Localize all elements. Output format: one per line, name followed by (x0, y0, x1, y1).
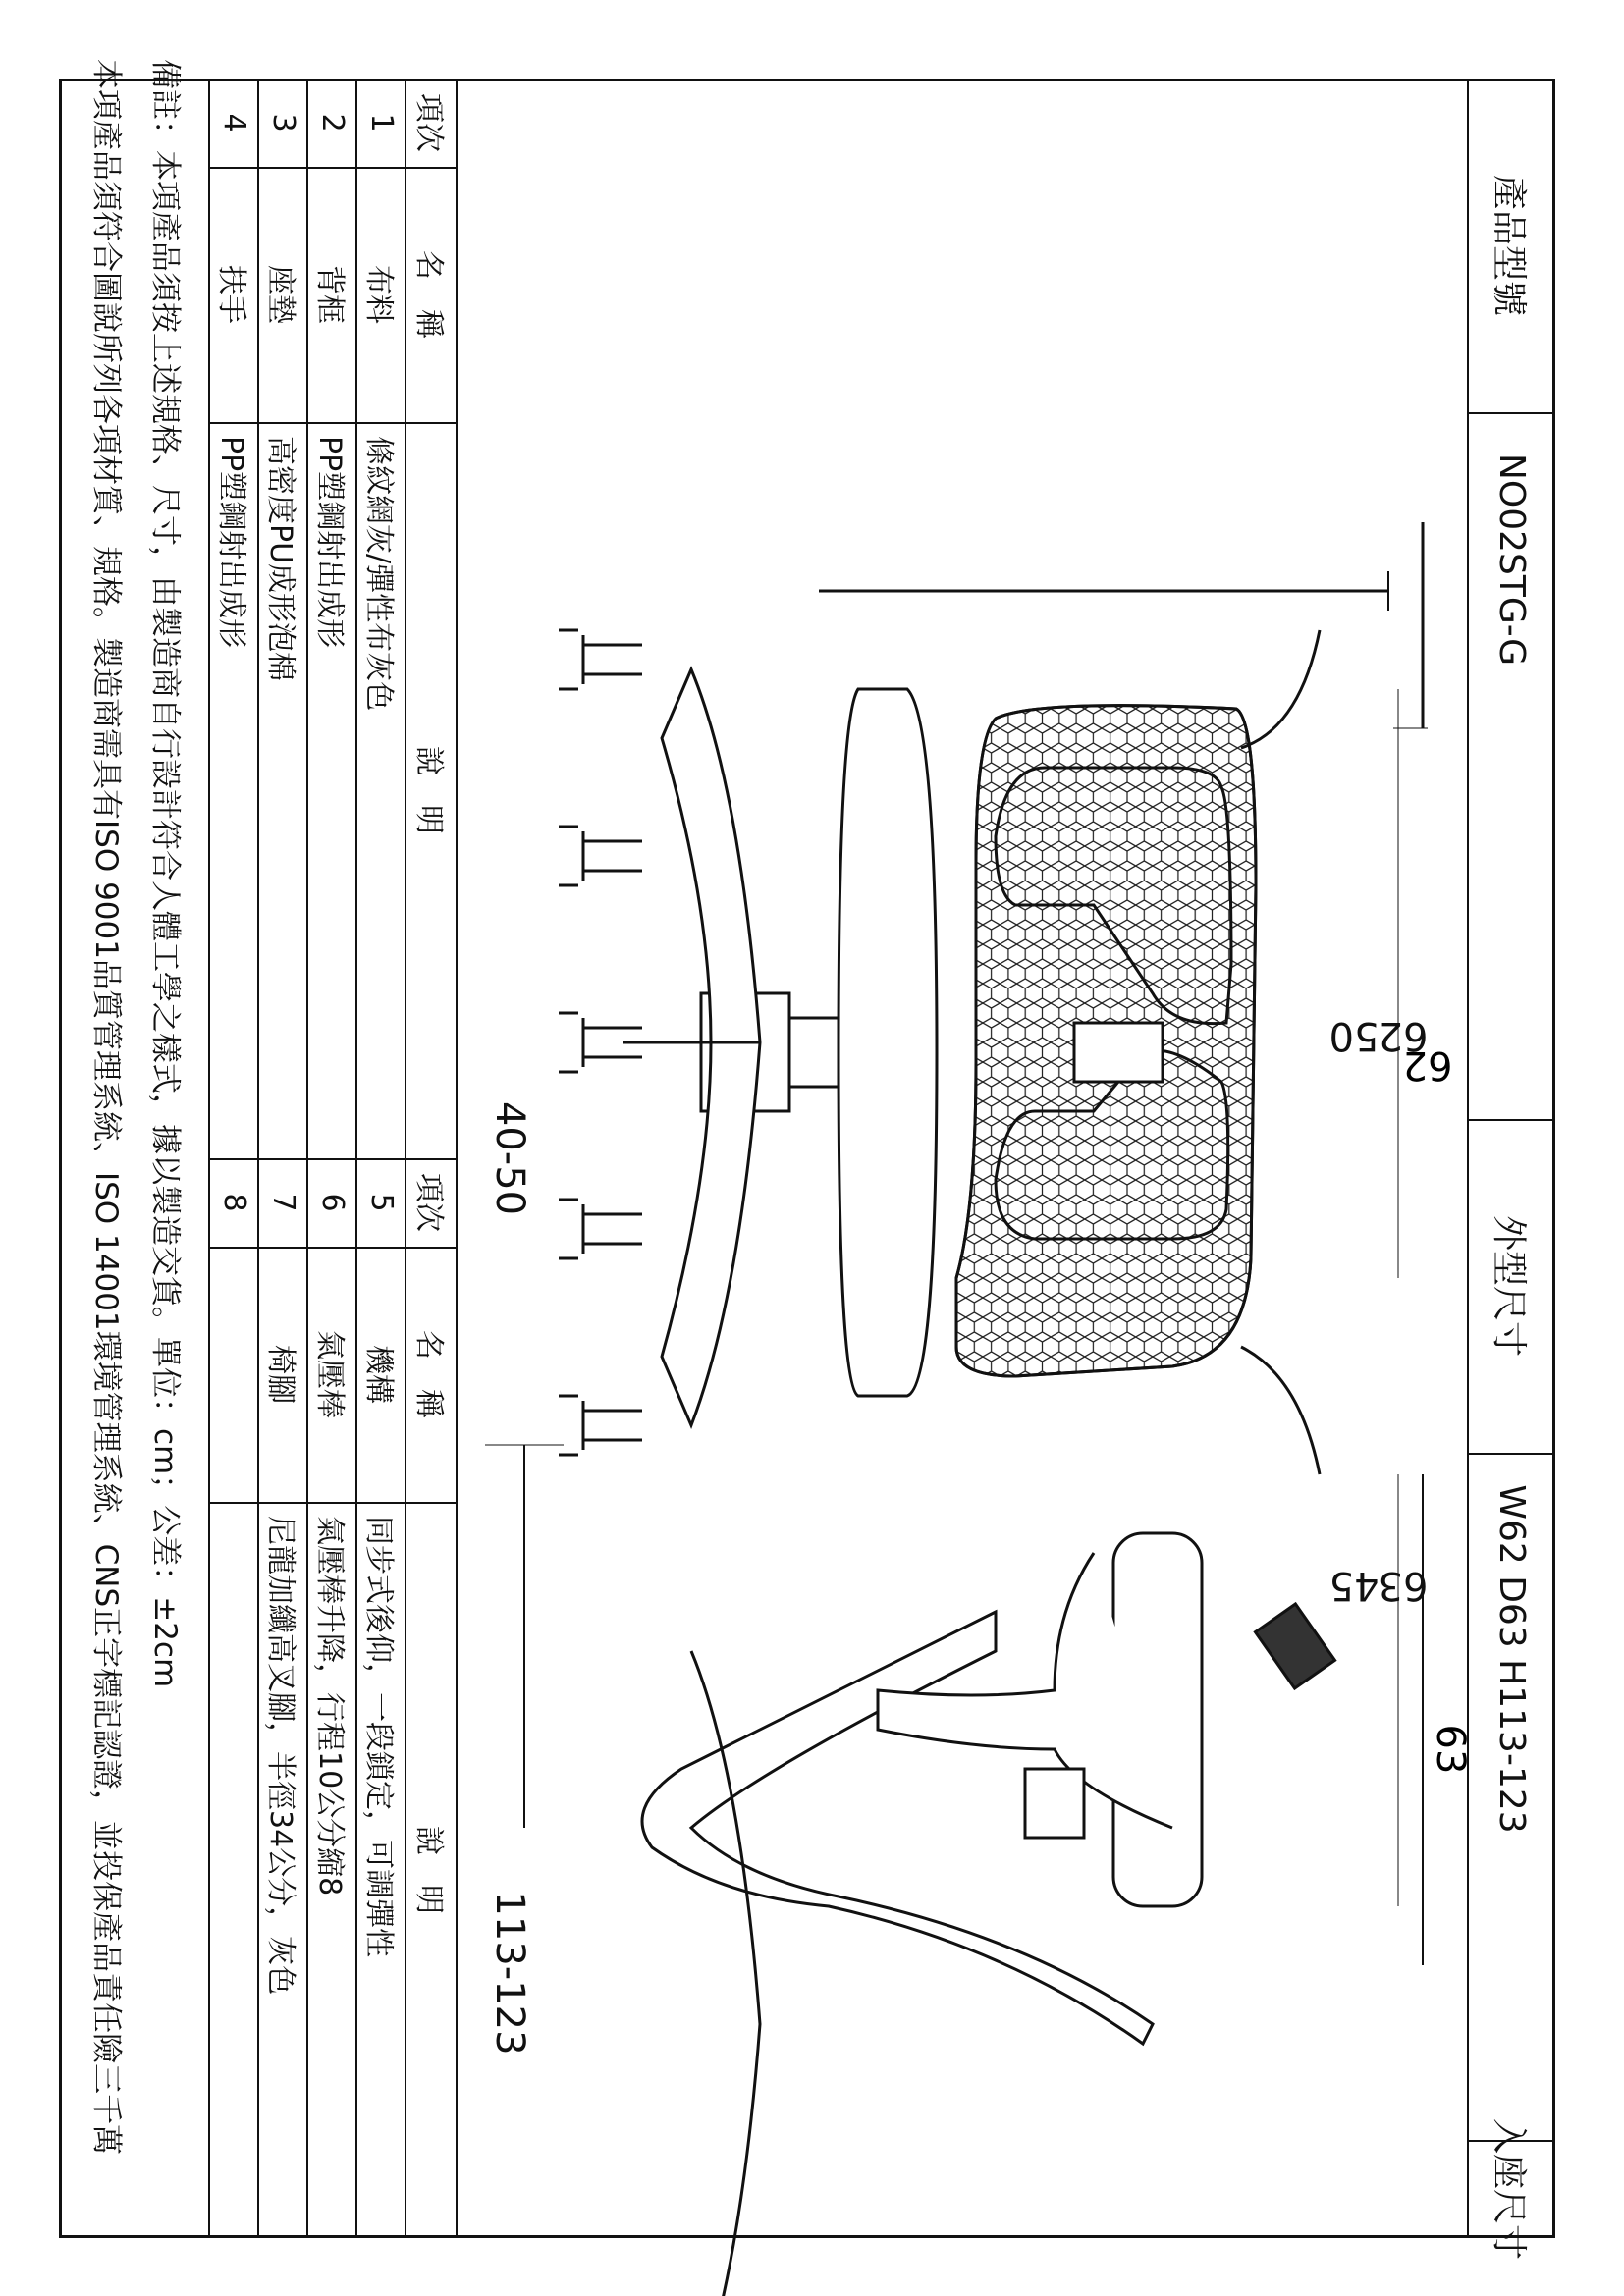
row-5-no: 5 (364, 1193, 400, 1212)
model-label: 產品型號 (1489, 174, 1530, 316)
outer-size-value: W62 D63 H113-123 (1491, 1484, 1533, 1834)
outer-size-label: 外型尺寸 (1489, 1214, 1530, 1357)
row-3-no: 3 (266, 113, 301, 133)
row-1-desc: 條紋網灰/彈性布灰色 (361, 436, 396, 712)
col-desc-right: 說 明 (411, 1826, 446, 1914)
row-4-name: 扶手 (214, 265, 248, 324)
note-line-2: 本項產品須符合圖說所列各項材質、規格。製造商需具有ISO 9001品質管理系統、ISO 14001環境管理系統、CNS正字標記認證，並投保產品責任險三千萬 (88, 59, 124, 2156)
front-seat-height-label: 40-50 (487, 1100, 532, 1216)
seat-size-label: 入座尺寸 (1489, 2118, 1530, 2261)
col-desc-left: 說 明 (411, 746, 446, 834)
row-1-no: 1 (364, 113, 400, 133)
col-name-right: 名 稱 (411, 1330, 446, 1418)
row-7-no: 7 (266, 1193, 301, 1212)
row-2-name: 背框 (312, 265, 347, 324)
row-7-desc: 尼龍加纖高叉腳，半徑34公分，灰色 (263, 1516, 298, 1996)
row-4-desc: PP塑鋼射出成形 (214, 436, 248, 649)
col-item-right: 項次 (411, 1173, 446, 1232)
side-depth-label: 63 (1378, 1563, 1429, 1608)
note-line-1: 備註：本項產品須按上述規格、尺寸，由製造商自行設計符合人體工學之樣式，據以製造交貨。單位：cm；公差：±2cm (147, 59, 183, 1688)
front-back-height-label: 50 (1328, 1013, 1380, 1058)
row-6-name: 氣壓棒 (312, 1330, 347, 1418)
side-height-label: 113-123 (487, 1891, 532, 2056)
row-8-no: 8 (217, 1193, 252, 1212)
row-5-desc: 同步式後仰，一段鎖定，可調彈性 (361, 1516, 396, 1957)
row-2-no: 2 (315, 113, 351, 133)
row-2-desc: PP塑鋼射出成形 (312, 436, 347, 649)
row-3-desc: 高密度PU成形泡棉 (263, 436, 298, 682)
row-5-name: 機構 (361, 1345, 396, 1404)
row-3-name: 座墊 (263, 265, 298, 324)
model-value: NO02STG-G (1491, 453, 1533, 667)
row-4-no: 4 (217, 113, 252, 133)
row-6-no: 6 (315, 1193, 351, 1212)
col-name-left: 名 稱 (411, 250, 446, 339)
technical-drawing (458, 80, 1473, 2236)
col-item-left: 項次 (411, 93, 446, 152)
side-seat-depth-label: 45 (1328, 1563, 1380, 1608)
row-1-name: 布料 (361, 265, 396, 324)
side-depth-total: 63 (1428, 1724, 1473, 1775)
front-height-total: 62 (1402, 1042, 1453, 1088)
row-7-name: 椅腳 (263, 1345, 298, 1404)
front-height-label: 62 (1378, 1013, 1429, 1058)
row-6-desc: 氣壓棒升降，行程10公分縮8 (312, 1516, 347, 1896)
